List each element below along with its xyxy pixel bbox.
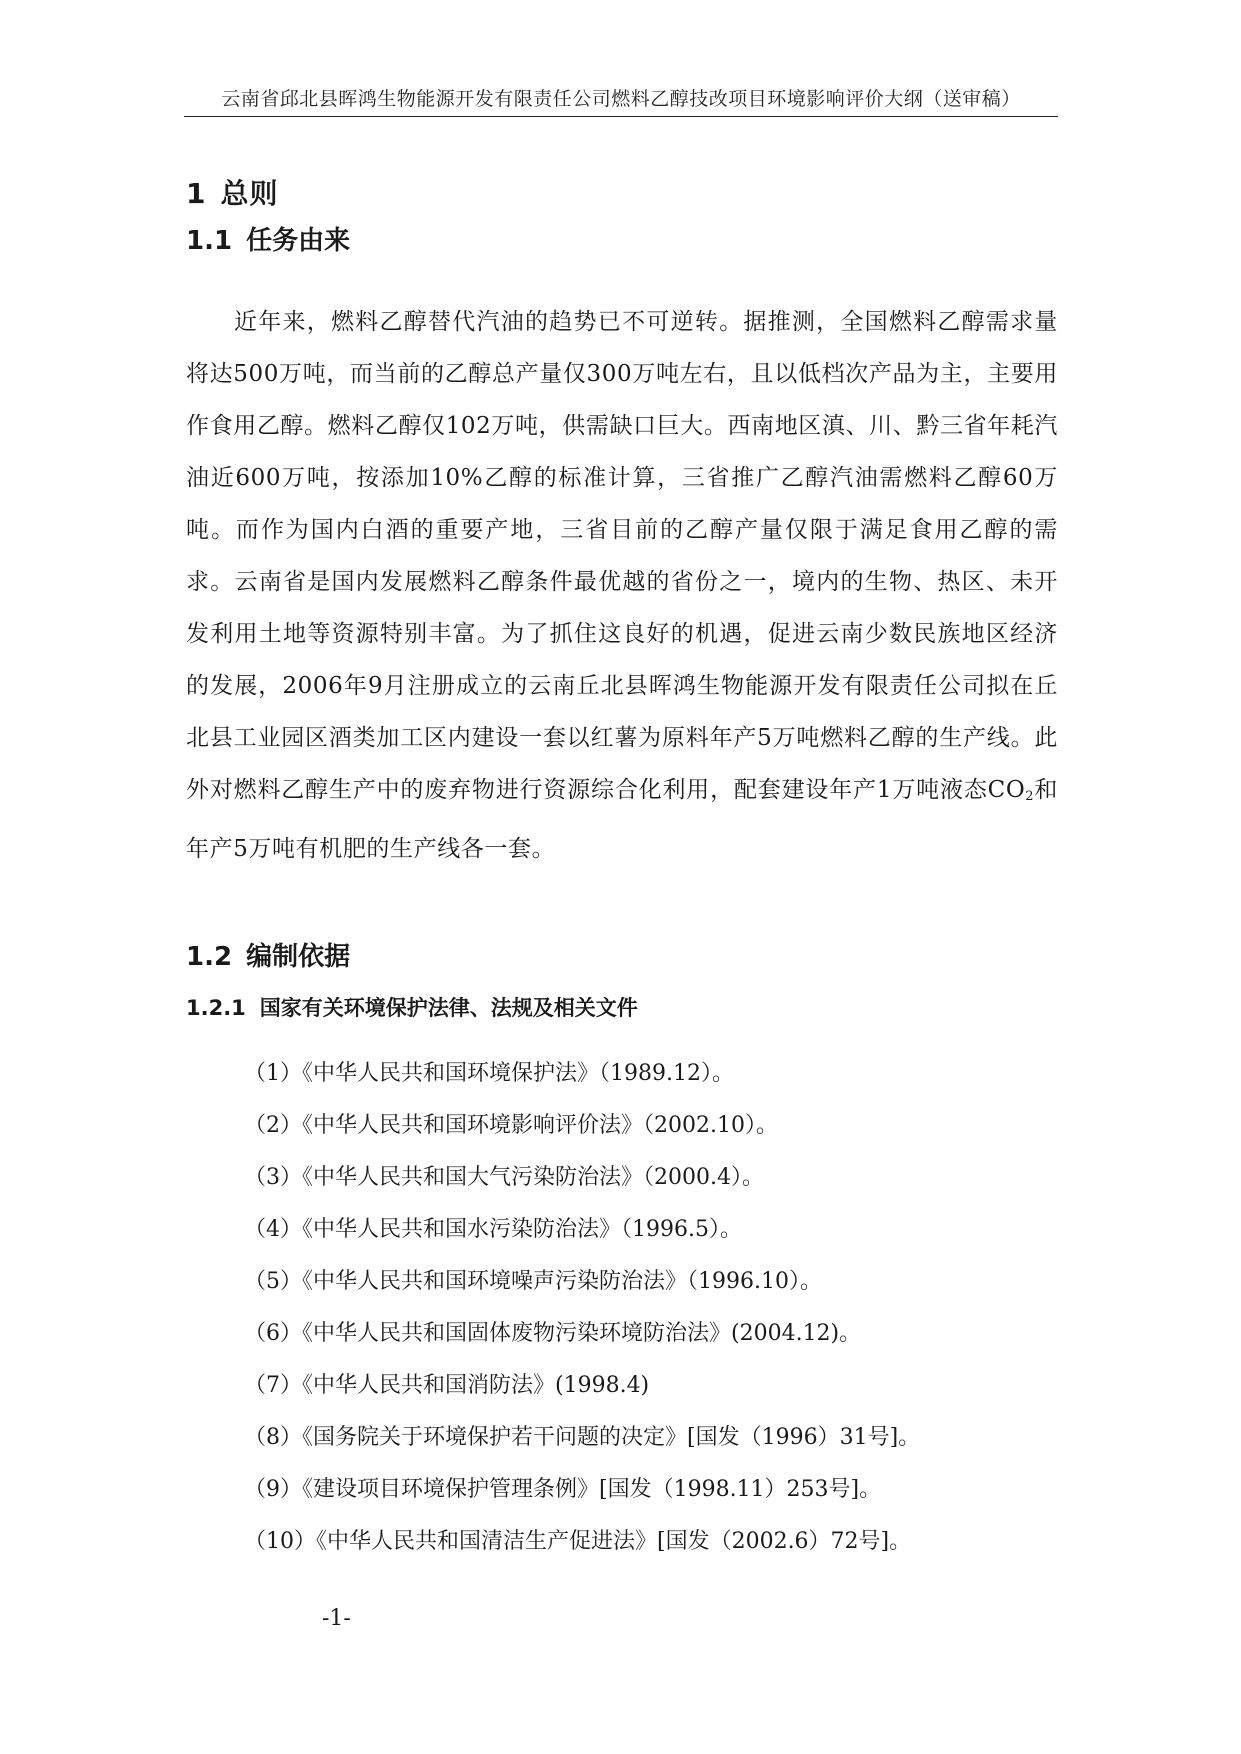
chapter-number: 1 bbox=[186, 177, 207, 210]
list-item: （4）《中华人民共和国水污染防治法》（1996.5）。 bbox=[244, 1217, 742, 1242]
co2-subscript: 2 bbox=[1025, 789, 1035, 804]
list-item: （5）《中华人民共和国环境噪声污染防治法》（1996.10）。 bbox=[244, 1269, 822, 1294]
header-rule bbox=[184, 116, 1058, 117]
section-1-1-heading bbox=[186, 220, 350, 257]
section-1-2-title: 编制依据 bbox=[246, 942, 351, 972]
list-item: （6）《中华人民共和国固体废物污染环境防治法》(2004.12)。 bbox=[244, 1321, 862, 1346]
list-item: （7）《中华人民共和国消防法》(1998.4) bbox=[244, 1373, 650, 1398]
list-item: （10）《中华人民共和国清洁生产促进法》[国发（2002.6）72号]。 bbox=[244, 1529, 912, 1554]
section-1-2-number: 1.2 bbox=[186, 942, 233, 972]
page-number: -1- bbox=[322, 1606, 351, 1631]
section-1-2-1-number: 1.2.1 bbox=[186, 996, 246, 1020]
chapter-title: 总则 bbox=[220, 177, 279, 210]
list-item: （2）《中华人民共和国环境影响评价法》（2002.10）。 bbox=[244, 1113, 778, 1138]
section-1-1-title: 任务由来 bbox=[246, 226, 351, 256]
list-item: （1）《中华人民共和国环境保护法》（1989.12）。 bbox=[244, 1061, 734, 1086]
list-item: （3）《中华人民共和国大气污染防治法》（2000.4）。 bbox=[244, 1165, 764, 1190]
section-1-1-number: 1.1 bbox=[186, 226, 233, 256]
section-1-2-1-title: 国家有关环境保护法律、法规及相关文件 bbox=[259, 996, 638, 1020]
list-item: （8）《国务院关于环境保护若干问题的决定》[国发（1996）31号]。 bbox=[244, 1425, 921, 1450]
section-1-2-heading bbox=[186, 936, 350, 973]
running-header: 云南省邱北县晖鸿生物能源开发有限责任公司燃料乙醇技改项目环境影响评价大纲（送审稿） bbox=[221, 88, 1021, 110]
paragraph-main-text: 近年来，燃料乙醇替代汽油的趋势已不可逆转。据推测，全国燃料乙醇需求量将达500万吨，而当前的乙醇总产量仅300万吨左右，且以低档次产品为主，主要用作食用乙醇。燃料乙醇仅102万吨，供需缺口巨大。西南地区滇、川、黔三省年耗汽油近600万吨，按添加10%乙醇的标准计算，三省推广乙醇汽油需燃料乙醇60万吨。而作为国内白酒的重要产地，三省目前的乙醇产量仅限于满足食用乙醇的需求。云南省是国内发展燃料乙醇条件最优越的省份之一，境内的生物、热区、未开发利用土地等资源特别丰富。为了抓住这良好的机遇，促进云南少数民族地区经济的发展，2006年9月注册成立的云南丘北县晖鸿生物能源开发有限责任公司拟在丘北县工业园区酒类加工区内建设一套以红薯为原料年产5万吨燃料乙醇的生产线。此外对燃料乙醇生产中的废弃物进行资源综合化利用，配套建设年产1万吨液态CO bbox=[186, 309, 1058, 803]
list-item: （9）《建设项目环境保护管理条例》[国发（1998.11）253号]。 bbox=[244, 1477, 882, 1502]
law-list bbox=[244, 1048, 1064, 1568]
paragraph-end-text: 和年产5万吨有机肥的生产线各一套。 bbox=[186, 777, 1058, 862]
section-1-2-1-heading bbox=[186, 992, 638, 1022]
chapter-heading bbox=[186, 172, 279, 212]
task-origin-paragraph bbox=[186, 296, 1058, 875]
